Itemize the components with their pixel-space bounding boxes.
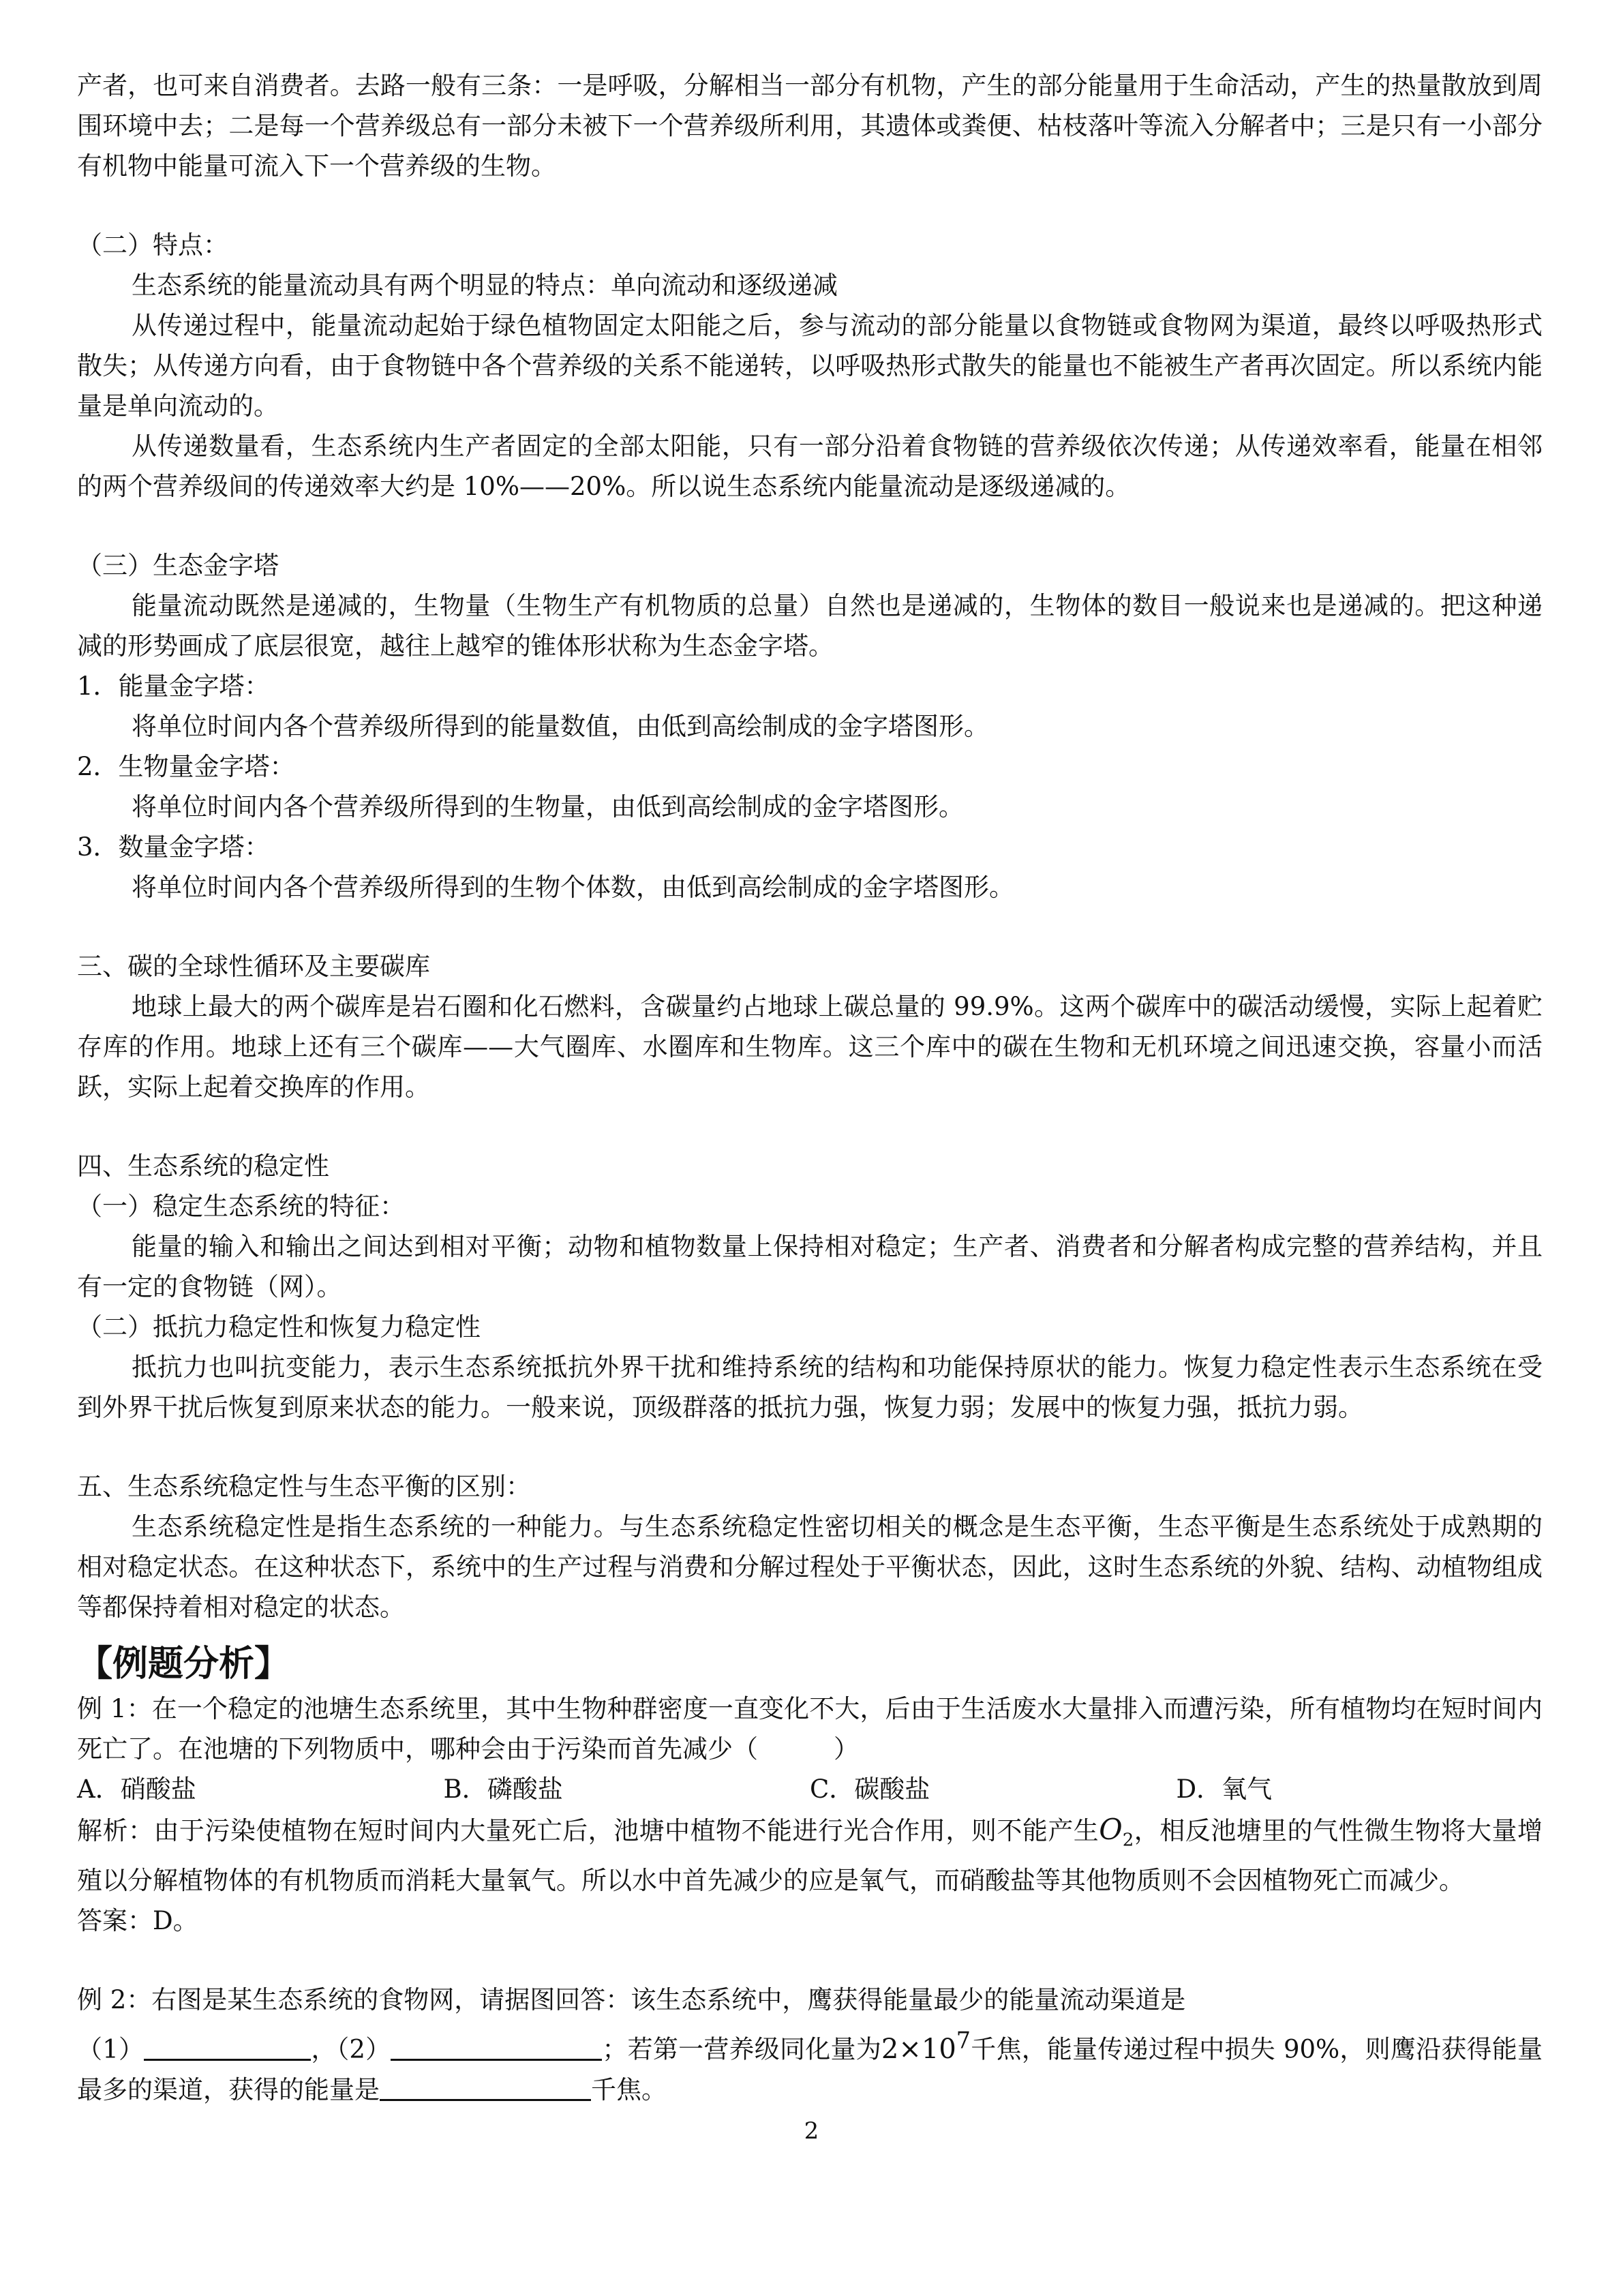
answer-blank-1[interactable] (144, 2031, 311, 2061)
pyramid-item-desc: 将单位时间内各个营养级所得到的生物量，由低到高绘制成的金字塔图形。 (132, 792, 964, 821)
energy-base: 2×10 (881, 2033, 956, 2065)
features-heading: （二）特点： (77, 230, 228, 260)
pyramid-paragraph: 能量流动既然是递减的，生物量（生物生产有机物质的总量）自然也是递减的，生物体的数目一般说来也是递减的。把这种递减的形势画成了底层很宽，越往上越窄的锥体形状称为生态金字塔。 (77, 591, 1543, 661)
example-1-options (77, 1769, 1543, 1809)
example-2-mid-text: ；若第一营养级同化量为 (602, 2034, 881, 2064)
pyramid-item-title: 1．能量金字塔： (77, 671, 270, 701)
stability-paragraph-1: 能量的输入和输出之间达到相对平衡；动物和植物数量上保持相对稳定；生产者、消费者和分解者构成完整的营养结构，并且有一定的食物链（网）。 (77, 1232, 1543, 1301)
answer-blank-2[interactable] (391, 2031, 602, 2061)
example-2-fill-in (77, 2020, 1543, 2109)
analysis-text-b: ，相反池塘里的气性微生物将大量增殖以分解植物体的有机物质而消耗大量氧气。所以水中首先减少的应是氧气，而硝酸盐等其他物质则不会因植物死亡而减少。 (77, 1816, 1543, 1896)
pyramid-item-title: 3．数量金字塔： (77, 832, 270, 862)
features-paragraph-1: 生态系统的能量流动具有两个明显的特点：单向流动和逐级递减 (132, 271, 838, 300)
example-2-tail-text: 千焦，能量传递过程中损失 90%，则鹰沿获得能量最多的渠道，获得的能量是 (77, 2034, 1543, 2104)
example-1-answer: 答案：D。 (77, 1906, 198, 1936)
pyramid-heading: （三）生态金字塔 (77, 551, 279, 580)
difference-heading: 五、生态系统稳定性与生态平衡的区别： (77, 1472, 531, 1501)
document-page (77, 65, 1543, 2110)
stability-heading: 四、生态系统的稳定性 (77, 1151, 329, 1181)
example-2-question: 例 2：右图是某生态系统的食物网，请据图回答：该生态系统中，鹰获得能量最少的能量流动渠道是 (77, 1985, 1186, 2015)
page-number: 2 (804, 2117, 819, 2145)
option-d: D．氧气 (1176, 1774, 1273, 1804)
pyramid-item-title: 2．生物量金字塔： (77, 752, 295, 781)
examples-heading: 【例题分析】 (77, 1644, 290, 1685)
pyramid-item-desc: 将单位时间内各个营养级所得到的生物个体数，由低到高绘制成的金字塔图形。 (132, 873, 1014, 902)
features-paragraph-3: 从传递数量看，生态系统内生产者固定的全部太阳能，只有一部分沿着食物链的营养级依次传递；从传递效率看，能量在相邻的两个营养级间的传递效率大约是 10%——20%。所以说生态系统内能量流动是逐级递减的。 (77, 432, 1543, 501)
features-paragraph-2: 从传递过程中，能量流动起始于绿色植物固定太阳能之后，参与流动的部分能量以食物链或食物网为渠道，最终以呼吸热形式散失；从传递方向看，由于食物链中各个营养级的关系不能递转，以呼吸热形式散失的能量也不能被生产者再次固定。所以系统内能量是单向流动的。 (77, 311, 1543, 421)
example-2-end-text: 千焦。 (591, 2074, 667, 2104)
energy-exponent: 7 (956, 2027, 971, 2054)
example-1-question: 例 1：在一个稳定的池塘生态系统里，其中生物种群密度一直变化不大，后由于生活废水大量排入而遭污染，所有植物均在短时间内死亡了。在池塘的下列物质中，哪种会由于污染而首先减少（ ） (77, 1694, 1543, 1764)
intro-paragraph: 产者，也可来自消费者。去路一般有三条：一是呼吸，分解相当一部分有机物，产生的部分能量用于生命活动，产生的热量散放到周围环境中去；二是每一个营养级总有一部分未被下一个营养级所利用，其遗体或粪便、枯枝落叶等流入分解者中；三是只有一小部分有机物中能量可流入下一个营养级的生物。 (77, 71, 1543, 181)
pyramid-item-desc: 将单位时间内各个营养级所得到的能量数值，由低到高绘制成的金字塔图形。 (132, 712, 989, 741)
stability-subheading-2: （二）抵抗力稳定性和恢复力稳定性 (77, 1312, 481, 1342)
carbon-paragraph: 地球上最大的两个碳库是岩石圈和化石燃料，含碳量约占地球上碳总量的 99.9%。这两个碳库中的碳活动缓慢，实际上起着贮存库的作用。地球上还有三个碳库——大气圈库、水圈库和生物库。这三个库中的碳在生物和无机环境之间迅速交换，容量小而活跃，实际上起着交换库的作用。 (77, 992, 1543, 1102)
blank-separator: ，（2） (311, 2034, 391, 2064)
option-a: A．硝酸盐 (77, 1774, 196, 1804)
energy-value (881, 2027, 971, 2065)
difference-paragraph: 生态系统稳定性是指生态系统的一种能力。与生态系统稳定性密切相关的概念是生态平衡，生态平衡是生态系统处于成熟期的相对稳定状态。在这种状态下，系统中的生产过程与消费和分解过程处于平衡状态，因此，这时生态系统的外貌、结构、动植物组成等都保持着相对稳定的状态。 (77, 1512, 1543, 1622)
blank-1-label: （1） (77, 2034, 145, 2064)
stability-subheading-1: （一）稳定生态系统的特征： (77, 1192, 405, 1221)
oxygen-formula (1099, 1813, 1134, 1851)
option-b: B．磷酸盐 (443, 1774, 563, 1804)
answer-blank-3[interactable] (380, 2072, 591, 2101)
oxygen-subscript: 2 (1122, 1830, 1134, 1851)
oxygen-symbol: O (1099, 1813, 1123, 1846)
example-1-analysis (77, 1809, 1543, 1901)
option-c: C．碳酸盐 (810, 1774, 930, 1804)
stability-paragraph-2: 抵抗力也叫抗变能力，表示生态系统抵抗外界干扰和维持系统的结构和功能保持原状的能力。恢复力稳定性表示生态系统在受到外界干扰后恢复到原来状态的能力。一般来说，顶级群落的抵抗力强，恢复力弱；发展中的恢复力强，抵抗力弱。 (77, 1353, 1543, 1422)
analysis-text-a: 解析：由于污染使植物在短时间内大量死亡后，池塘中植物不能进行光合作用，则不能产生 (77, 1816, 1099, 1845)
carbon-heading: 三、碳的全球性循环及主要碳库 (77, 952, 430, 981)
